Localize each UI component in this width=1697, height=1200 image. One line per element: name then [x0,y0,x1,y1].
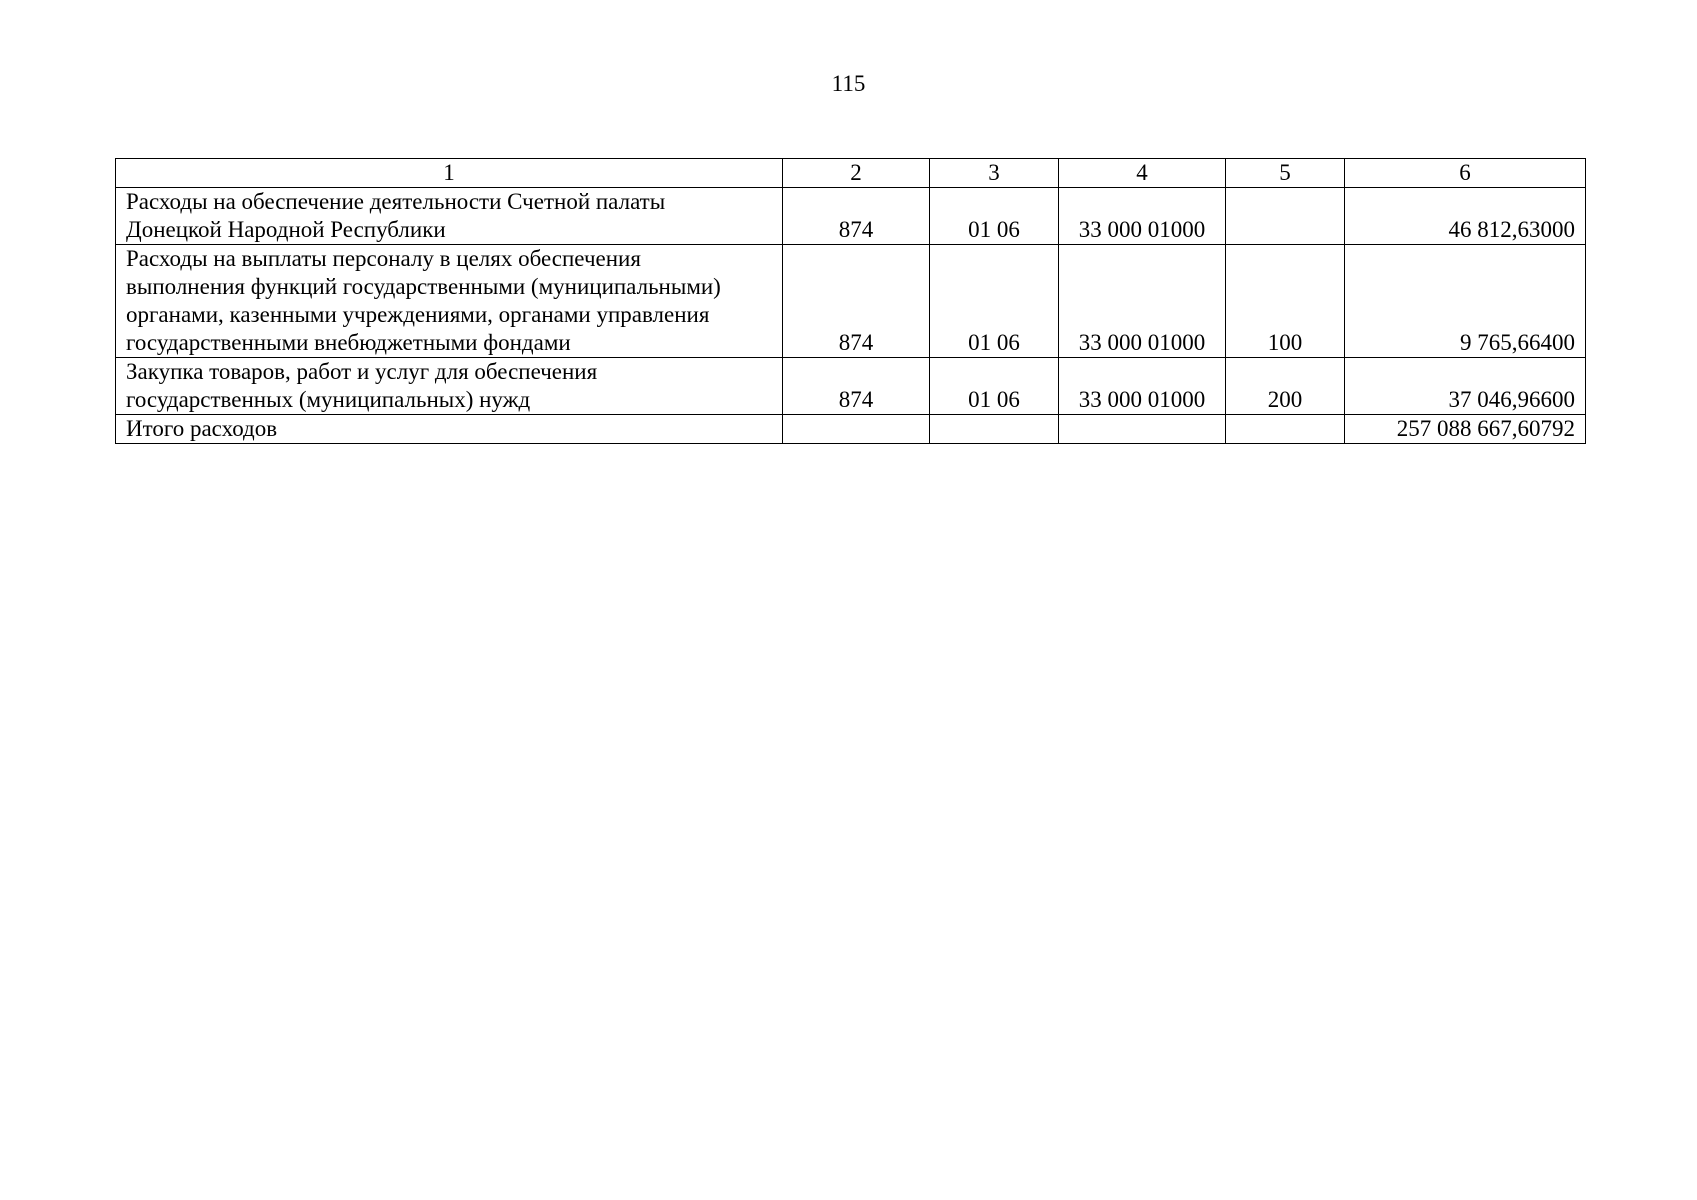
header-cell: 5 [1226,159,1345,188]
expense-type-code: 200 [1226,358,1345,415]
description-line: Расходы на выплаты персоналу в целях обеспечения [126,246,641,271]
description-line: органами, казенными учреждениями, органами управления [126,302,710,327]
table-row [116,245,1586,358]
header-cell: 1 [116,159,783,188]
target-article-code: 33 000 01000 [1059,358,1226,415]
total-label: Итого расходов [116,415,783,444]
header-cell: 6 [1345,159,1586,188]
description-line: Закупка товаров, работ и услуг для обеспечения [126,359,598,384]
agency-code: 874 [783,188,930,245]
expense-type-code [1226,188,1345,245]
table-header-row [116,159,1586,188]
expense-type-code: 100 [1226,245,1345,358]
header-cell: 3 [930,159,1059,188]
agency-code: 874 [783,358,930,415]
total-amount: 257 088 667,60792 [1345,415,1586,444]
table-row [116,188,1586,245]
total-row [116,415,1586,444]
header-cell: 4 [1059,159,1226,188]
section-code: 01 06 [930,188,1059,245]
page-number: 115 [831,71,866,96]
description-line: Донецкой Народной Республики [126,217,446,242]
row-description [116,358,783,415]
section-code: 01 06 [930,358,1059,415]
header-cell: 2 [783,159,930,188]
total-section-code [930,415,1059,444]
total-target-article-code [1059,415,1226,444]
section-code: 01 06 [930,245,1059,358]
description-line: государственными внебюджетными фондами [126,330,571,355]
target-article-code: 33 000 01000 [1059,188,1226,245]
total-expense-type-code [1226,415,1345,444]
target-article-code: 33 000 01000 [1059,245,1226,358]
row-description [116,188,783,245]
description-line: выполнения функций государственными (муниципальными) [126,274,721,299]
amount: 46 812,63000 [1345,188,1586,245]
agency-code: 874 [783,245,930,358]
total-agency-code [783,415,930,444]
expenses-table [115,158,1586,444]
row-description [116,245,783,358]
description-line: государственных (муниципальных) нужд [126,387,531,412]
amount: 9 765,66400 [1345,245,1586,358]
table-row [116,358,1586,415]
amount: 37 046,96600 [1345,358,1586,415]
description-line: Расходы на обеспечение деятельности Счетной палаты [126,189,666,214]
